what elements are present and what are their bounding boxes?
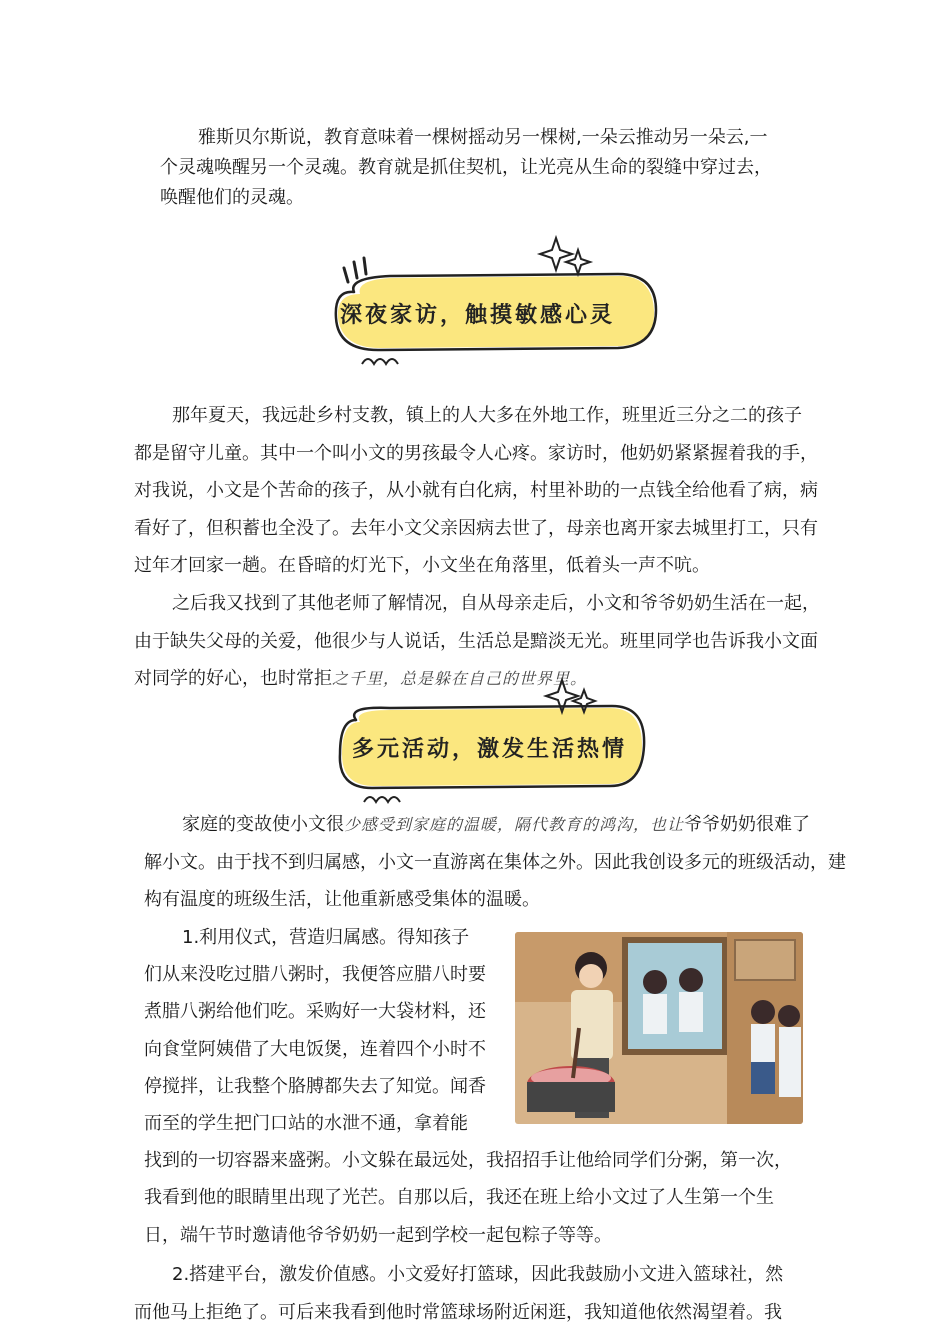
item1-full-line-2: 我看到他的眼睛里出现了光芒。自那以后，我还在班上给小文过了人生第一个生 (144, 1187, 774, 1209)
story2-line-1: 之后我又找到了其他老师了解情况，自从母亲走后，小文和爷爷奶奶生活在一起， (172, 593, 820, 614)
story-paragraph-1 (134, 397, 818, 585)
laba-porridge-illustration (515, 932, 803, 1124)
intro-line-1: 雅斯贝尔斯说，教育意味着一棵树摇动另一棵树,一朵云推动另一朵云,一 (198, 127, 768, 148)
story-paragraph-3 (144, 806, 846, 919)
story3-first-suffix: 爷爷奶奶很难了 (684, 814, 811, 835)
intro-line-3: 唤醒他们的灵魂。 (160, 187, 304, 208)
story1-line-3: 对我说，小文是个苦命的孩子，从小就有白化病，村里补助的一点钱全给他看了病，病 (134, 480, 818, 501)
item1-full-line-1: 找到的一切容器来盛粥。小文躲在最远处，我招招手让他给同学们分粥，第一次， (144, 1150, 792, 1172)
story1-line-2: 都是留守儿童。其中一个叫小文的男孩最令人心疼。家访时，他奶奶紧紧握着我的手， (134, 442, 818, 464)
story3-line-2: 解小文。由于找不到归属感，小文一直游离在集体之外。因此我创设多元的班级活动，建 (144, 851, 846, 873)
item1-full-line-3: 日，端午节时邀请他爷爷奶奶一起到学校一起包粽子等等。 (144, 1224, 612, 1246)
item1-line-6: 而至的学生把门口站的水泄不通，拿着能 (144, 1113, 468, 1135)
item2-paragraph (134, 1256, 783, 1331)
story2-last-prefix: 对同学的好心，也时常拒 (134, 668, 332, 689)
intro-line-2: 个灵魂唤醒另一个灵魂。教育就是抓住契机，让光亮从生命的裂缝中穿过去， (160, 157, 772, 178)
item1-line-2: 们从来没吃过腊八粥时，我便答应腊八时要 (144, 964, 486, 986)
illustration-image (515, 932, 803, 1124)
story3-first-prefix: 家庭的变故使小文很 (182, 814, 344, 835)
item1-line-3: 煮腊八粥给他们吃。采购好一大袋材料，还 (144, 1001, 486, 1023)
intro-paragraph (160, 123, 772, 213)
story1-line-1: 那年夏天，我远赴乡村支教，镇上的人大多在外地工作，班里近三分之二的孩子 (172, 405, 802, 426)
story3-line-3: 构有温度的班级生活，让他重新感受集体的温暖。 (144, 889, 540, 910)
story2-line-2: 由于缺失父母的关爱，他很少与人说话，生活总是黯淡无光。班里同学也告诉我小文面 (134, 630, 818, 652)
story1-line-5: 过年才回家一趟。在昏暗的灯光下，小文坐在角落里，低着头一声不吭。 (134, 555, 710, 576)
story3-first-overlay: 少感受到家庭的温暖，隔代教育的鸿沟，也让 (344, 815, 685, 834)
section-title-2: 多元活动，激发生活热情 (352, 736, 628, 762)
story3-line-1 (144, 806, 846, 844)
item1-line-1: 1.利用仪式，营造归属感。得知孩子 (182, 927, 470, 948)
item2-line-2: 而他马上拒绝了。可后来我看到他时常篮球场附近闲逛，我知道他依然渴望着。我 (134, 1301, 782, 1323)
story2-last-overlay: 之千里，总是躲在自己的世界里。 (332, 669, 588, 688)
story1-line-4: 看好了，但积蓄也全没了。去年小文父亲因病去世了，母亲也离开家去城里打工，只有 (134, 517, 818, 539)
section-banner-1 (320, 232, 660, 372)
item2-line-1: 2.搭建平台，激发价值感。小文爱好打篮球，因此我鼓励小文进入篮球社，然 (172, 1264, 784, 1285)
item1-line-5: 停搅拌，让我整个胳膊都失去了知觉。闻香 (144, 1075, 486, 1097)
section-title-1: 深夜家访，触摸敏感心灵 (340, 302, 616, 328)
item1-line-4: 向食堂阿姨借了大电饭煲，连着四个小时不 (144, 1038, 486, 1060)
section-banner-2 (330, 676, 650, 816)
